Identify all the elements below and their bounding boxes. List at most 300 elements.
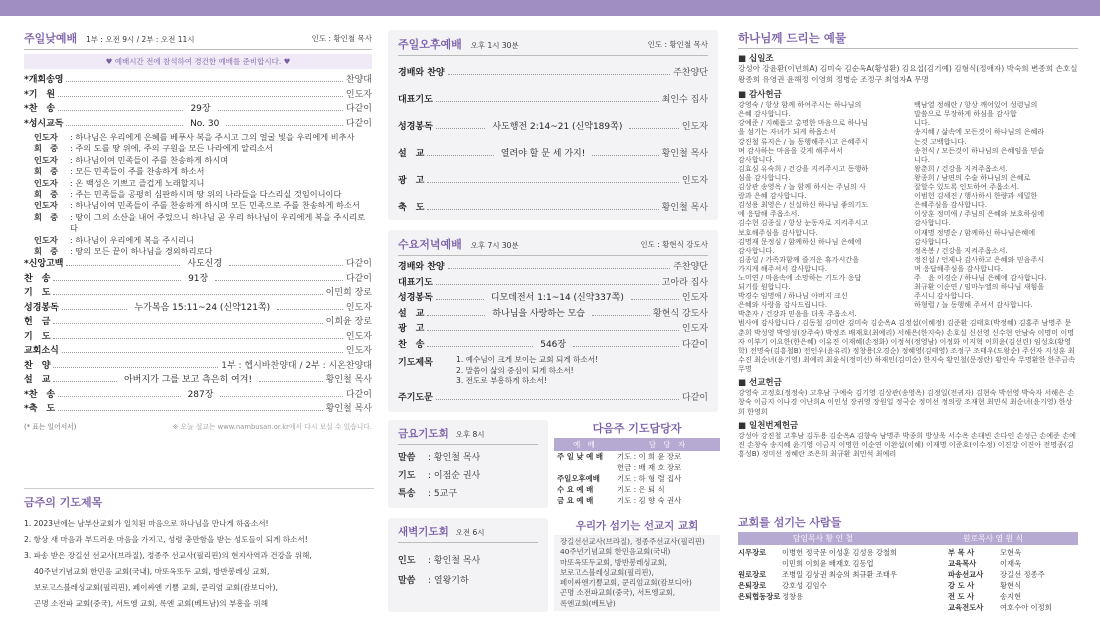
order-row	[398, 291, 708, 307]
wed-prayer-item: 2. 말씀이 삶의 중심이 되게 하소서!	[456, 365, 574, 375]
prayer-topic: 2. 항상 새 마음과 부드러운 마음을 가지고, 성령 충만함을 받는 성도들이 되게 하소서!	[24, 535, 308, 544]
reading-text: : 모든 민족들이 주를 찬송하게 하소서	[70, 166, 205, 177]
kv-val: : 열왕기하	[428, 576, 469, 586]
emeritus-pastor: 원로목사 염 원 식	[962, 534, 1024, 543]
mission-offering-list: 강영숙 고정호(정정숙) 고후남 구예숙 김기영 김상관(송영옥) 김정일(전귀자) 김현숙 박선영 박숙자 서해은 손창숙 이금지 이나경 이난희A 이인성 장귀영 장원일 정국순 정미선 정의랑 조재현 최민식 최순녀(윤기영) 한상희 한영희	[738, 388, 1075, 416]
order-value: 인도자	[681, 293, 709, 303]
prayer-topic: 곤명 소전파 교회(중국), 서트엥 교회, 록엔 교회(베트남)의 부흥을 위해	[34, 599, 269, 608]
staff-row	[948, 580, 1078, 591]
order-row	[24, 117, 372, 132]
thanks-line: 주 윤 이경순 / 하나님 은혜에 감사합니다.	[914, 272, 1047, 282]
mission-offering-title: ■ 선교헌금	[738, 378, 782, 388]
order-center: 사도신경	[187, 259, 223, 270]
order-row	[24, 388, 372, 403]
reading-text: : 하나님이여 민족들이 주를 찬송하게 하시며 모든 민족으로 주를 찬송하게 하소서	[70, 200, 360, 211]
next-week-person: 기도 : 김 향 숙 권사	[617, 496, 682, 505]
staff-names: 황현식	[1000, 581, 1022, 590]
staff-names: 조병일 김상권 최승의 최규환 조태우	[782, 570, 898, 579]
thanks-line: 니다.	[914, 118, 930, 128]
reading-line	[34, 178, 372, 189]
reading-line	[34, 212, 372, 235]
next-week-person: 기도 : 은 퇴 식	[617, 485, 665, 494]
kv-row	[398, 449, 538, 467]
order-center: 하나님을 사랑하는 모습	[492, 308, 586, 319]
reading-line	[34, 132, 372, 143]
order-value: 인도자	[345, 89, 372, 100]
order-row	[398, 307, 708, 323]
lords-prayer-val: 다같이	[681, 392, 708, 403]
order-center: 열려야 할 문 세 가지!	[500, 149, 586, 159]
prayer-topic: 1. 2023년에는 남부산교회가 일치된 마음으로 하나님을 만나게 하옵소서!	[24, 519, 269, 528]
order-label: 기 도	[24, 331, 51, 342]
order-label: 경배와 찬양	[398, 262, 445, 272]
order-value: 인도자	[681, 122, 708, 132]
reading-speaker: 회 중	[34, 246, 59, 257]
thanks-line: 은혜 감사합니다.	[738, 109, 791, 119]
order-value: 찬양대	[345, 75, 372, 85]
thanks-line: 강영숙 / 항상 함께 하여주시는 하나님의	[738, 100, 862, 110]
next-week-row	[554, 495, 720, 506]
staff-role: 파송선교사	[948, 570, 984, 579]
order-row	[24, 102, 372, 117]
mission-line: 페이싸엔기쁨교회, 쿤리엄교회(캄보디아)	[560, 578, 692, 588]
order-label: *신앙고백	[24, 259, 64, 270]
thanks-line: 감사합니다.	[738, 154, 775, 164]
staff-names: 이병헌 정국문 이성훈 김성용 강철희	[782, 548, 898, 557]
reading-line	[34, 246, 372, 257]
order-row	[24, 301, 372, 316]
staff-role: 은퇴협동장로	[738, 592, 781, 601]
order-label: 설 교	[398, 149, 425, 159]
order-value: 인도자	[681, 324, 708, 334]
thanks-line: 정진섭 / 언제나 감사하고 은혜와 믿음주시	[914, 254, 1045, 264]
order-value: 황인철 목사	[661, 203, 708, 213]
order-label: 성경봉독	[398, 122, 433, 132]
building-offering-list: 강성아 강진철 고후남 김두용 김순옥A 김향숙 남명주 박종희 방상욱 서수옥 손대빈 손다인 손성근 손예준 손예진 손창숙 송지혜 윤기영 이금지 이명헌 이순연 이완섭(이혜) 이재명 이준호(이수정) 이진강 이진아 전명종(김흥성B) 정미선 정혜란 조은희 최규환 최민석 최예리	[738, 430, 1076, 459]
order-label: 대표기도	[398, 277, 433, 288]
reading-line	[34, 189, 372, 200]
next-week-service: 주 일 낮 예 배	[557, 452, 603, 461]
kv-row	[398, 485, 538, 503]
order-row	[24, 272, 372, 287]
order-value: 황인철 목사	[325, 375, 372, 386]
thanks-line: 박춘자 / 건강과 믿음을 더욱 주옵소서.	[738, 309, 857, 319]
reading-speaker: 인도자	[34, 177, 58, 188]
mission-line: 장길선선교사(브라질), 정종주선교사(필리핀)	[560, 537, 705, 546]
order-value: 1부 : 헵시바찬양대 / 2부 : 시온찬양대	[221, 360, 372, 371]
senior-pastor: 담임목사 황 인 철	[792, 534, 854, 543]
thanks-line: 하형렬 / 늘 동행해 주셔서 감사합니다.	[914, 300, 1033, 310]
header-bar	[0, 0, 1100, 16]
kv-row	[398, 467, 538, 485]
order-label: 찬 송	[398, 339, 425, 350]
order-center: 546장	[540, 339, 567, 350]
order-value: 다같이	[345, 259, 373, 270]
mission-line: 곤명 소전파교회(중국), 서트엥교회,	[560, 588, 676, 598]
thanks-line: 은혜주심을 감사합니다.	[914, 200, 988, 210]
thanks-line: 강진철 류지은 / 늘 동행해주시고 은혜주시	[738, 136, 869, 146]
staff-names-2: 이민희 이희윤 배재호 김동업	[782, 559, 874, 568]
next-week-title: 다음주 기도담당자	[592, 422, 682, 435]
thanks-line: 김명재 문정심 / 함께하신 하나님 은혜에	[738, 236, 862, 246]
order-label: 찬 송	[24, 273, 51, 284]
prayer-topic: 40주년기념교회 한민음 교회(국내), 마또옥또두 교회, 방반봉레싱 교회,	[34, 567, 270, 576]
order-row	[398, 338, 708, 354]
thanks-line: 말씀으로 무장하게 하심을 감사합	[914, 109, 1017, 119]
order-row	[398, 114, 708, 141]
thanks-line: 왕종희 / 남편의 수술 하나님의 은혜로	[914, 172, 1031, 182]
kv-row	[398, 551, 538, 571]
order-value: 인도자	[681, 176, 708, 186]
order-row	[398, 168, 708, 195]
thanks-line: 니다.	[914, 154, 930, 164]
order-label: *개회송영	[24, 75, 64, 85]
thanks-line: 김효심 유숙희 / 건강을 지켜주시고 동행하	[738, 163, 869, 173]
wed-prayer-label: 기도제목	[398, 358, 433, 368]
afternoon-title: 주일오후예배	[398, 38, 462, 51]
order-label: 광 고	[398, 324, 425, 334]
sunday-order	[24, 73, 372, 131]
thanks-line: 최규환 이순연 / 임마누엘의 하나님 새힘을	[914, 282, 1045, 292]
order-row	[24, 286, 372, 301]
thanks-line: 박경수 임명애 / 하나님 아버지 크신	[738, 291, 848, 301]
thanks-line: 랑과 은혜 감사합니다.	[738, 191, 807, 201]
order-center: 사도행전 2:14~21 (신약189쪽)	[492, 122, 623, 132]
prayer-topics-list	[24, 516, 374, 612]
reading-text: : 주는 민족들을 공평히 심판하시며 땅 위의 나라들을 다스리실 것임이니이다	[70, 189, 342, 200]
next-week-service: 수 요 예 배	[557, 485, 594, 494]
friday-time: 오후 8시	[455, 430, 485, 439]
order-value: 이민희 장로	[325, 288, 372, 299]
mission-line: 보로고스블레싱교회(필리핀),	[560, 567, 654, 577]
order-value: 황인철 목사	[325, 404, 372, 415]
order-row	[398, 60, 708, 87]
next-week-person: 기도 : 하 형 렬 집사	[617, 474, 682, 483]
tithe-list: 강성아 강윤환(이년희A) 김미숙 김순옥A(황성환) 김요섭(김기예) 김형식(정애자) 박숙희 변종희 손호실 왕종희 유영권 윤해정 이영희 정병순 조정구 최영자A 무명	[738, 64, 1078, 84]
order-label: 찬 양	[24, 360, 51, 371]
reading-text: : 땅의 모든 끝이 하나님을 경외하리로다	[70, 246, 213, 257]
order-row	[398, 87, 708, 114]
dawn-prayer	[388, 518, 548, 612]
thanks-line: 는것 고백합니다.	[914, 136, 967, 146]
sunday-notice: ♥ 예배시간 전에 참석하여 경건한 예배를 준비합시다. ♥	[24, 54, 372, 69]
reading-speaker: 인도자	[34, 132, 58, 142]
order-center: 91장	[188, 273, 209, 284]
reading-speaker: 인도자	[34, 200, 58, 211]
thanks-line: 이범헌 김세진 / 행사하시 한량과 세밀한	[914, 191, 1038, 201]
reading-speaker: 회 중	[34, 189, 59, 200]
order-row	[398, 322, 708, 338]
order-label: 대표기도	[398, 95, 433, 105]
mission-line: 록엔교회(베트남)	[560, 598, 616, 608]
thanks-line: 송지혜 / 삶속에 모든것이 하나님의 은혜라	[914, 127, 1045, 137]
reading-text: : 하나님이여 민족들이 주를 찬송하게 하시며	[70, 154, 229, 165]
staff-row	[948, 591, 1078, 602]
reading-line	[34, 166, 372, 177]
order-center: 아버지가 그를 보고 측은히 여겨!	[123, 375, 253, 386]
next-week-service: 주일오후예배	[557, 474, 600, 483]
order-row	[24, 402, 372, 417]
thanks-line: 김성용 최영은 / 신실하신 하나님 좋의기도	[738, 200, 869, 210]
lords-prayer-label: 주기도문	[398, 392, 433, 403]
order-row	[398, 260, 708, 276]
thanks-line: 며 감사하는 마음을 갖게 해주셔서	[738, 145, 843, 155]
kv-row	[398, 571, 538, 591]
thanks-line: 을 섬기는 자녀가 되게 하옵소서	[738, 127, 837, 137]
next-week-table	[554, 438, 720, 506]
staff-role: 전 도 사	[948, 592, 975, 601]
offering	[738, 30, 1078, 459]
order-row	[398, 195, 708, 222]
dawn-title: 새벽기도회	[398, 526, 449, 538]
friday-prayer	[388, 420, 548, 508]
order-center: 287장	[187, 389, 214, 400]
staff-names: 여호수아 이정희	[1000, 603, 1052, 612]
prayer-topics	[24, 488, 374, 612]
order-center: 29장	[190, 104, 211, 114]
order-label: 교회소식	[24, 346, 59, 357]
wednesday-title: 수요저녁예배	[398, 238, 462, 251]
staff-names: 송지현	[1000, 592, 1022, 601]
friday-title: 금요기도회	[398, 428, 449, 440]
thanks-line: 잘할수 있도록 인도하여 주옵소서.	[914, 182, 1019, 192]
order-label: 설 교	[24, 375, 51, 386]
staff-role: 교육전도사	[948, 603, 984, 612]
order-row	[24, 315, 372, 330]
next-week-person: 헌금 : 배 재 호 장로	[617, 463, 682, 472]
staff-row	[948, 558, 1078, 569]
next-week-service: 금 요 예 배	[557, 496, 594, 505]
sunday-service	[24, 30, 372, 431]
staff-row	[948, 569, 1078, 580]
next-week-service	[554, 462, 614, 473]
order-label: *축 도	[24, 404, 56, 415]
order-label: 성경봉독	[24, 302, 59, 313]
reading-line	[34, 143, 372, 154]
thanks-line: 송천식 / 모든것이 하나님의 은혜임을 믿습	[914, 145, 1045, 155]
staff-role: 부 목 사	[948, 548, 975, 557]
thanks-line: 정옥봉 / 건강을 지켜주옵소서.	[914, 245, 1008, 255]
order-row	[398, 141, 708, 168]
building-offering-title: ■ 일천번제헌금	[738, 420, 799, 431]
thanks-line: 김종일 / 가족과함께 즐거운 휴가시간을	[738, 254, 860, 264]
thanks-title: ■ 감사헌금	[738, 90, 782, 101]
footnote-web: ※ 오늘 설교는 www.nambusan.or.kr에서 다시 보실 수 있습니다.	[172, 422, 372, 431]
prayer-topics-title: 금주의 기도제목	[24, 496, 103, 509]
thanks-line: 감사합니다.	[738, 245, 775, 255]
thanks-line: 에 응답해 주옵소서.	[738, 209, 800, 219]
next-week-row	[554, 473, 720, 484]
order-row	[24, 73, 372, 88]
thanks-line: 감사합니다.	[914, 236, 951, 246]
staff-names: 이재욱	[1000, 559, 1022, 568]
order-label: *기 원	[24, 89, 56, 100]
order-value: 고아라 집사	[661, 277, 708, 288]
reading-text: : 온 백성은 기쁘고 즐겁게 노래할지니	[70, 177, 205, 188]
order-label: 광 고	[398, 176, 425, 186]
offering-title: 하나님께 드리는 예물	[738, 30, 1078, 49]
staff-row	[948, 602, 1078, 613]
responsive-reading	[34, 132, 372, 257]
prayer-topic: 보로고스블레싱교회(필리핀), 페이싸엔 기쁨 교회, 쿤리엄 교회(캄보디아),	[34, 583, 278, 592]
reading-text: : 하나님이 우리에게 복을 주시리니	[70, 234, 194, 245]
tithe-title: ■ 십일조	[738, 54, 774, 64]
reading-line	[34, 200, 372, 211]
order-row	[398, 276, 708, 292]
wed-prayer-item: 3. 전도로 부흥하게 하소서!	[456, 376, 547, 385]
reading-text: : 주의 도를 땅 위에, 주의 구원을 모든 나라에게 알리소서	[70, 143, 273, 154]
thanks-line: 노미연 / 마음속에 소망하는 기도가 응답	[738, 272, 862, 282]
kv-val: : 황인철 목사	[428, 453, 481, 463]
thanks-line: 강예준 / 지혜롭고 총명한 마음으로 하나님	[738, 118, 869, 128]
footnote-standing: (* 표는 일어서서)	[24, 422, 77, 431]
order-label: 설 교	[398, 308, 425, 319]
staff-title: 교회를 섬기는 사람들	[738, 516, 842, 529]
order-row	[24, 373, 372, 388]
order-row	[24, 330, 372, 345]
order-value: 최인수 집사	[661, 95, 708, 105]
order-value: 인도자	[345, 302, 372, 313]
kv-key: 말씀	[398, 576, 416, 586]
order-label: *찬 송	[24, 104, 56, 114]
thanks-line: 보호해주심을 감사합니다.	[738, 227, 818, 237]
order-value: 다같이	[345, 389, 373, 400]
next-week-row	[554, 462, 720, 473]
afternoon-leader: 인도 : 황인철 목사	[647, 39, 708, 49]
order-label: 성경봉독	[398, 293, 433, 303]
wed-prayer-item: 1. 예수님이 크게 보이는 교회 되게 하소서!	[456, 355, 599, 364]
staff-names: 강호성 김임수	[782, 581, 827, 590]
order-value: 주찬양단	[673, 262, 708, 272]
kv-key: 특송	[398, 489, 416, 499]
order-value: 주찬양단	[673, 68, 708, 78]
kv-val: : 황인철 목사	[428, 556, 481, 566]
order-value: 인도자	[345, 346, 372, 357]
thanks-line: 심을 감사합니다.	[738, 172, 791, 182]
thanks-tail: 범사에 감사합니다 / 김동철 김미란 김미숙 김순옥A 김정섭(이혜정) 김준환 김태호(박정혜) 김홍주 남명주 문춘희 박성영 박영성(장주숙) 박정조 배재호(최예리) 서해은(한지숙) 손호실 신선영 신수현 안남숙 이명미 이명자 이부기 이요한(한은혜) 이유진 이재혜(손정화) 이정석(정영남) 이정화 이지혁 이희윤(김선린) 임성호(황영학) 전명숙(김흥철B) 전인우(윤유리) 정창용(오경순) 정혜영(김태영) 조정구 조태우(도왕순) 주선자 지성훈 최수진 최순녀(윤기영) 최예리 최윤식(정미선) 하재인(김미순) 한지숙 황인철(문정란) 황인숙 무명환한 한주금속 무명	[738, 318, 1076, 373]
order-row	[24, 257, 372, 272]
order-label: 기 도	[24, 288, 51, 299]
wednesday-time: 오후 7시 30분	[470, 241, 519, 250]
afternoon-service	[388, 30, 718, 220]
kv-key: 기도	[398, 471, 416, 481]
church-staff	[738, 514, 1078, 613]
thanks-line: 은혜와 사랑을 감사드립니다.	[738, 300, 827, 310]
reading-text: : 하나님은 우리에게 은혜를 베푸사 복을 주시고 그의 얼굴 빛을 우리에게 비추사	[70, 132, 355, 142]
order-center: 누가복음 15:11~24 (신약121쪽)	[134, 302, 271, 313]
thanks-line: 되기를 원합니다.	[738, 282, 791, 292]
staff-names: 정창용	[782, 592, 804, 601]
thanks-line: 이상훈 정미애 / 주님의 은혜와 보호하심에	[914, 209, 1045, 219]
thanks-line: 왕춘희 / 건강을 지켜주옵소서.	[914, 163, 1008, 173]
thanks-line: 백남열 정해란 / 항상 깨어있어 성령님의	[914, 100, 1038, 110]
kv-val: : 이점순 권사	[428, 471, 481, 481]
order-label: 경배와 찬양	[398, 68, 445, 78]
wednesday-service	[388, 230, 718, 412]
next-week-prayer	[554, 420, 720, 506]
reading-text: : 땅이 그의 소산을 내어 주었으니 하나님 곧 우리 하나님이 우리에게 복을 주시리로다	[70, 211, 365, 234]
reading-speaker: 회 중	[34, 143, 59, 154]
next-week-row	[554, 484, 720, 495]
missions	[554, 518, 720, 611]
order-row	[24, 344, 372, 359]
kv-key: 말씀	[398, 453, 416, 463]
thanks-line: 김수현 김종실 / 항상 눈동자로 지켜주시고	[738, 218, 869, 228]
staff-row	[738, 591, 948, 602]
reading-speaker: 회 중	[34, 166, 59, 177]
thanks-line: 김상관 송영옥 / 늘 함께 하시는 주님의 사	[738, 182, 866, 192]
dawn-time: 오전 6시	[455, 528, 485, 537]
sunday-leader: 인도 : 황인철 목사	[311, 33, 372, 43]
staff-row	[948, 547, 1078, 558]
next-week-person: 기도 : 이 희 윤 장로	[617, 452, 682, 461]
staff-row	[738, 580, 948, 591]
order-row	[24, 88, 372, 103]
order-value: 다같이	[681, 339, 709, 350]
next-week-row	[554, 451, 720, 462]
staff-names: 모현욱	[1000, 548, 1022, 557]
order-label: 헌 금	[24, 317, 51, 328]
order-value: 다같이	[345, 104, 373, 114]
afternoon-time: 오후 1시 30분	[470, 41, 519, 50]
next-week-h1: 예 배	[573, 440, 595, 449]
order-value: 다같이	[345, 118, 372, 129]
staff-role: 은퇴장로	[738, 581, 767, 590]
reading-speaker: 인도자	[34, 154, 58, 165]
sunday-header	[24, 30, 372, 50]
thanks-line: 감사합니다.	[914, 218, 951, 228]
order-label: 축 도	[398, 203, 425, 213]
order-value: 황인철 목사	[661, 149, 708, 159]
staff-role: 시무장로	[738, 548, 767, 557]
sunday-order-2	[24, 257, 372, 417]
kv-key: 인도	[398, 556, 416, 566]
staff-role: 원로장로	[738, 570, 767, 579]
reading-line	[34, 155, 372, 166]
order-value: 이희윤 장로	[325, 317, 372, 328]
sunday-title: 주일낮예배	[24, 32, 78, 45]
thanks-line: 주시니 감사합니다.	[914, 291, 974, 301]
order-label: *성시교독	[24, 118, 64, 129]
order-value: 인도자	[345, 331, 372, 342]
thanks-line: 이재명 정명순 / 함께하신 하나님은혜에	[914, 227, 1036, 237]
reading-speaker: 회 중	[34, 211, 59, 222]
kv-val: : 5교구	[428, 489, 458, 499]
staff-row	[738, 569, 948, 580]
order-label: *찬 송	[24, 389, 56, 400]
staff-names: 장길선 정종주	[1000, 570, 1045, 579]
order-row	[24, 359, 372, 374]
reading-speaker: 인도자	[34, 234, 58, 245]
wednesday-leader: 인도 : 황현식 강도사	[640, 239, 708, 249]
order-center: 디모데전서 1:1~14 (신약337쪽)	[490, 293, 624, 303]
prayer-topic: 3. 파송 받은 장길선 선교사(브라질), 정종주 선교사(필리핀)의 현지사역과 건강을 위해,	[24, 551, 312, 560]
staff-role: 교육목사	[948, 559, 977, 568]
order-value: 황현식 강도사	[652, 308, 708, 319]
order-value: 다같이	[345, 273, 373, 284]
order-center: No. 30	[190, 118, 220, 129]
mission-line: 40주년기념교회 한민음교회(국내)	[560, 547, 671, 557]
missions-title: 우리가 섬기는 선교지 교회	[575, 520, 699, 532]
mission-line: 마또옥또두교회, 방반봉레싱교회,	[560, 557, 668, 567]
staff-row	[738, 547, 948, 569]
staff-role: 강 도 사	[948, 581, 975, 590]
sunday-time: 1부 : 오전 9시 / 2부 : 오전 11시	[86, 35, 195, 44]
next-week-h2: 담 당 자	[648, 440, 686, 449]
thanks-line: 가지게 해주셔서 감사합니다.	[738, 263, 827, 273]
thanks-line: 며 응답해주심을 감사합니다.	[914, 263, 1003, 273]
reading-line	[34, 235, 372, 246]
